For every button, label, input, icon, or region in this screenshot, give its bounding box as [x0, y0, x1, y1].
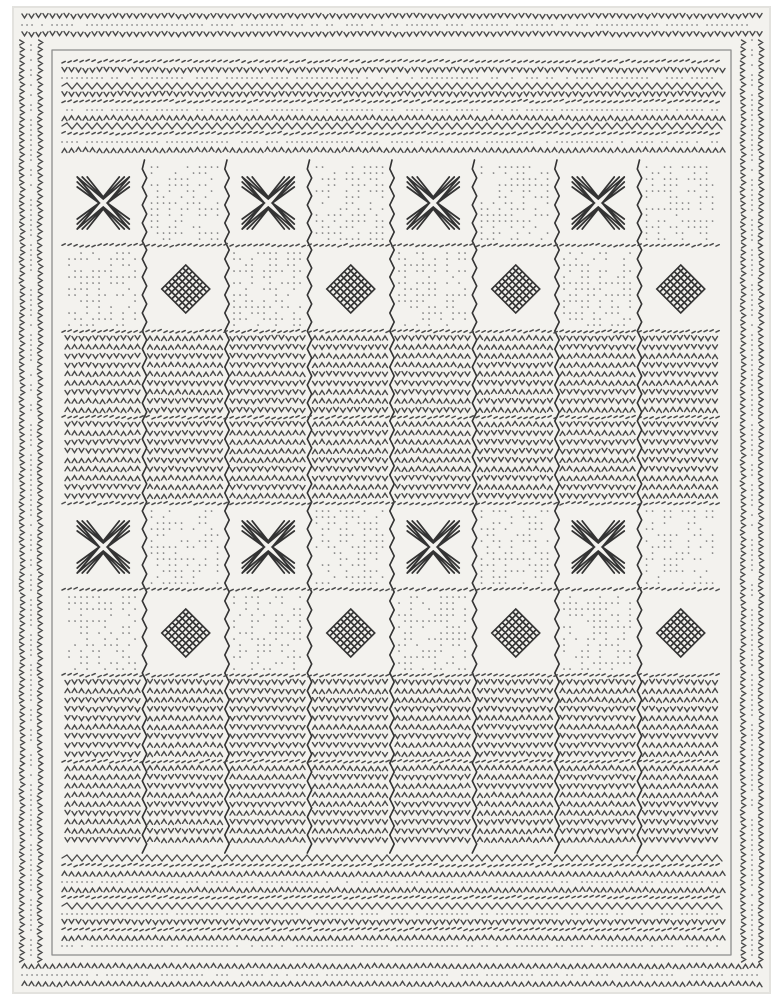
rug-base: [13, 7, 770, 993]
